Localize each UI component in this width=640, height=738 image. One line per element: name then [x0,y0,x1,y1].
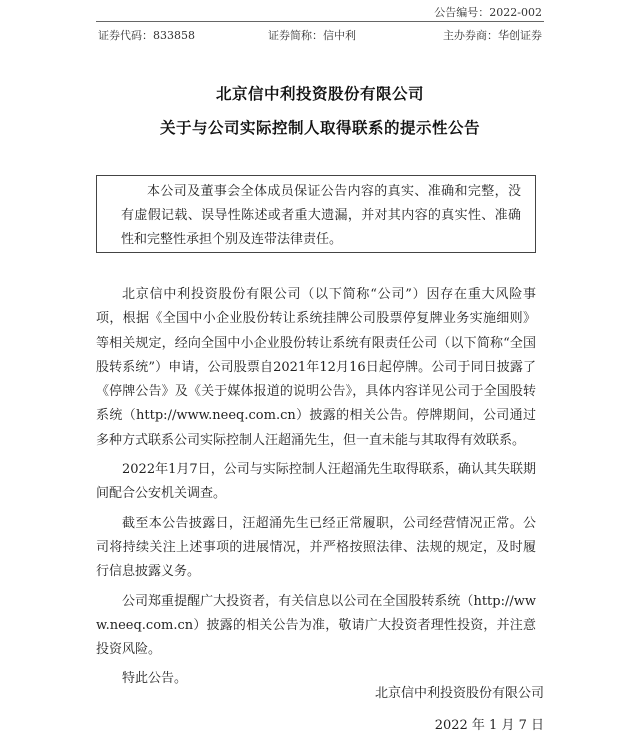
security-code: 证券代码：833858 [98,29,195,42]
security-abbreviation: 证券简称：信中利 [268,29,356,42]
announcement-title: 关于与公司实际控制人取得联系的提示性公告 [159,118,480,137]
body-paragraph: 公司郑重提醒广大投资者，有关信息以公司在全国股转系统（http://www.neeq.com.cn）披露的相关公告为准，敬请广大投资者理性投资，并注意投资风险。 [96,593,536,658]
body-paragraph: 北京信中利投资股份有限公司（以下简称“公司”）因存在重大风险事项，根据《全国中小企业股份转让系统挂牌公司股票停复牌业务实施细则》等相关规定，经向全国中小企业股份转让系统有限责任公司（以下简称“全国股转系统”）申请，公司股票自2021年12月16日起停牌。公司于同日披露了《停牌公告》及《关于媒体报道的说明公告》，具体内容详见公司于全国股转系统（http://www.neeq.com.cn）披露的相关公告。停牌期间，公司通过多种方式联系公司实际控制人汪超涌先生，但一直未能与其取得有效联系。 [96,287,536,448]
body-paragraph: 截至本公告披露日，汪超涌先生已经正常履职，公司经营情况正常。公司将持续关注上述事项的进展情况，并严格按照法律、法规的规定，及时履行信息披露义务。 [96,515,536,580]
closing-statement: 特此公告。 [122,671,188,687]
company-title: 北京信中利投资股份有限公司 [215,84,424,103]
body-paragraph: 2022年1月7日，公司与实际控制人汪超涌先生取得联系，确认其失联期间配合公安机关调查。 [96,462,536,502]
notice-number: 公告编号：2022-002 [434,6,542,19]
page-header [96,0,544,44]
signature-date: 2022 年 1 月 7 日 [434,718,544,733]
lead-broker: 主办券商：华创证券 [443,29,542,42]
announcement-body [96,283,536,697]
header-rule [96,21,544,22]
disclaimer-box: 本公司及董事会全体成员保证公告内容的真实、准确和完整，没有虚假记载、误导性陈述或者重大遗漏，并对其内容的真实性、准确性和完整性承担个别及连带法律责任。 [96,175,536,253]
signature-company: 北京信中利投资股份有限公司 [374,686,544,701]
